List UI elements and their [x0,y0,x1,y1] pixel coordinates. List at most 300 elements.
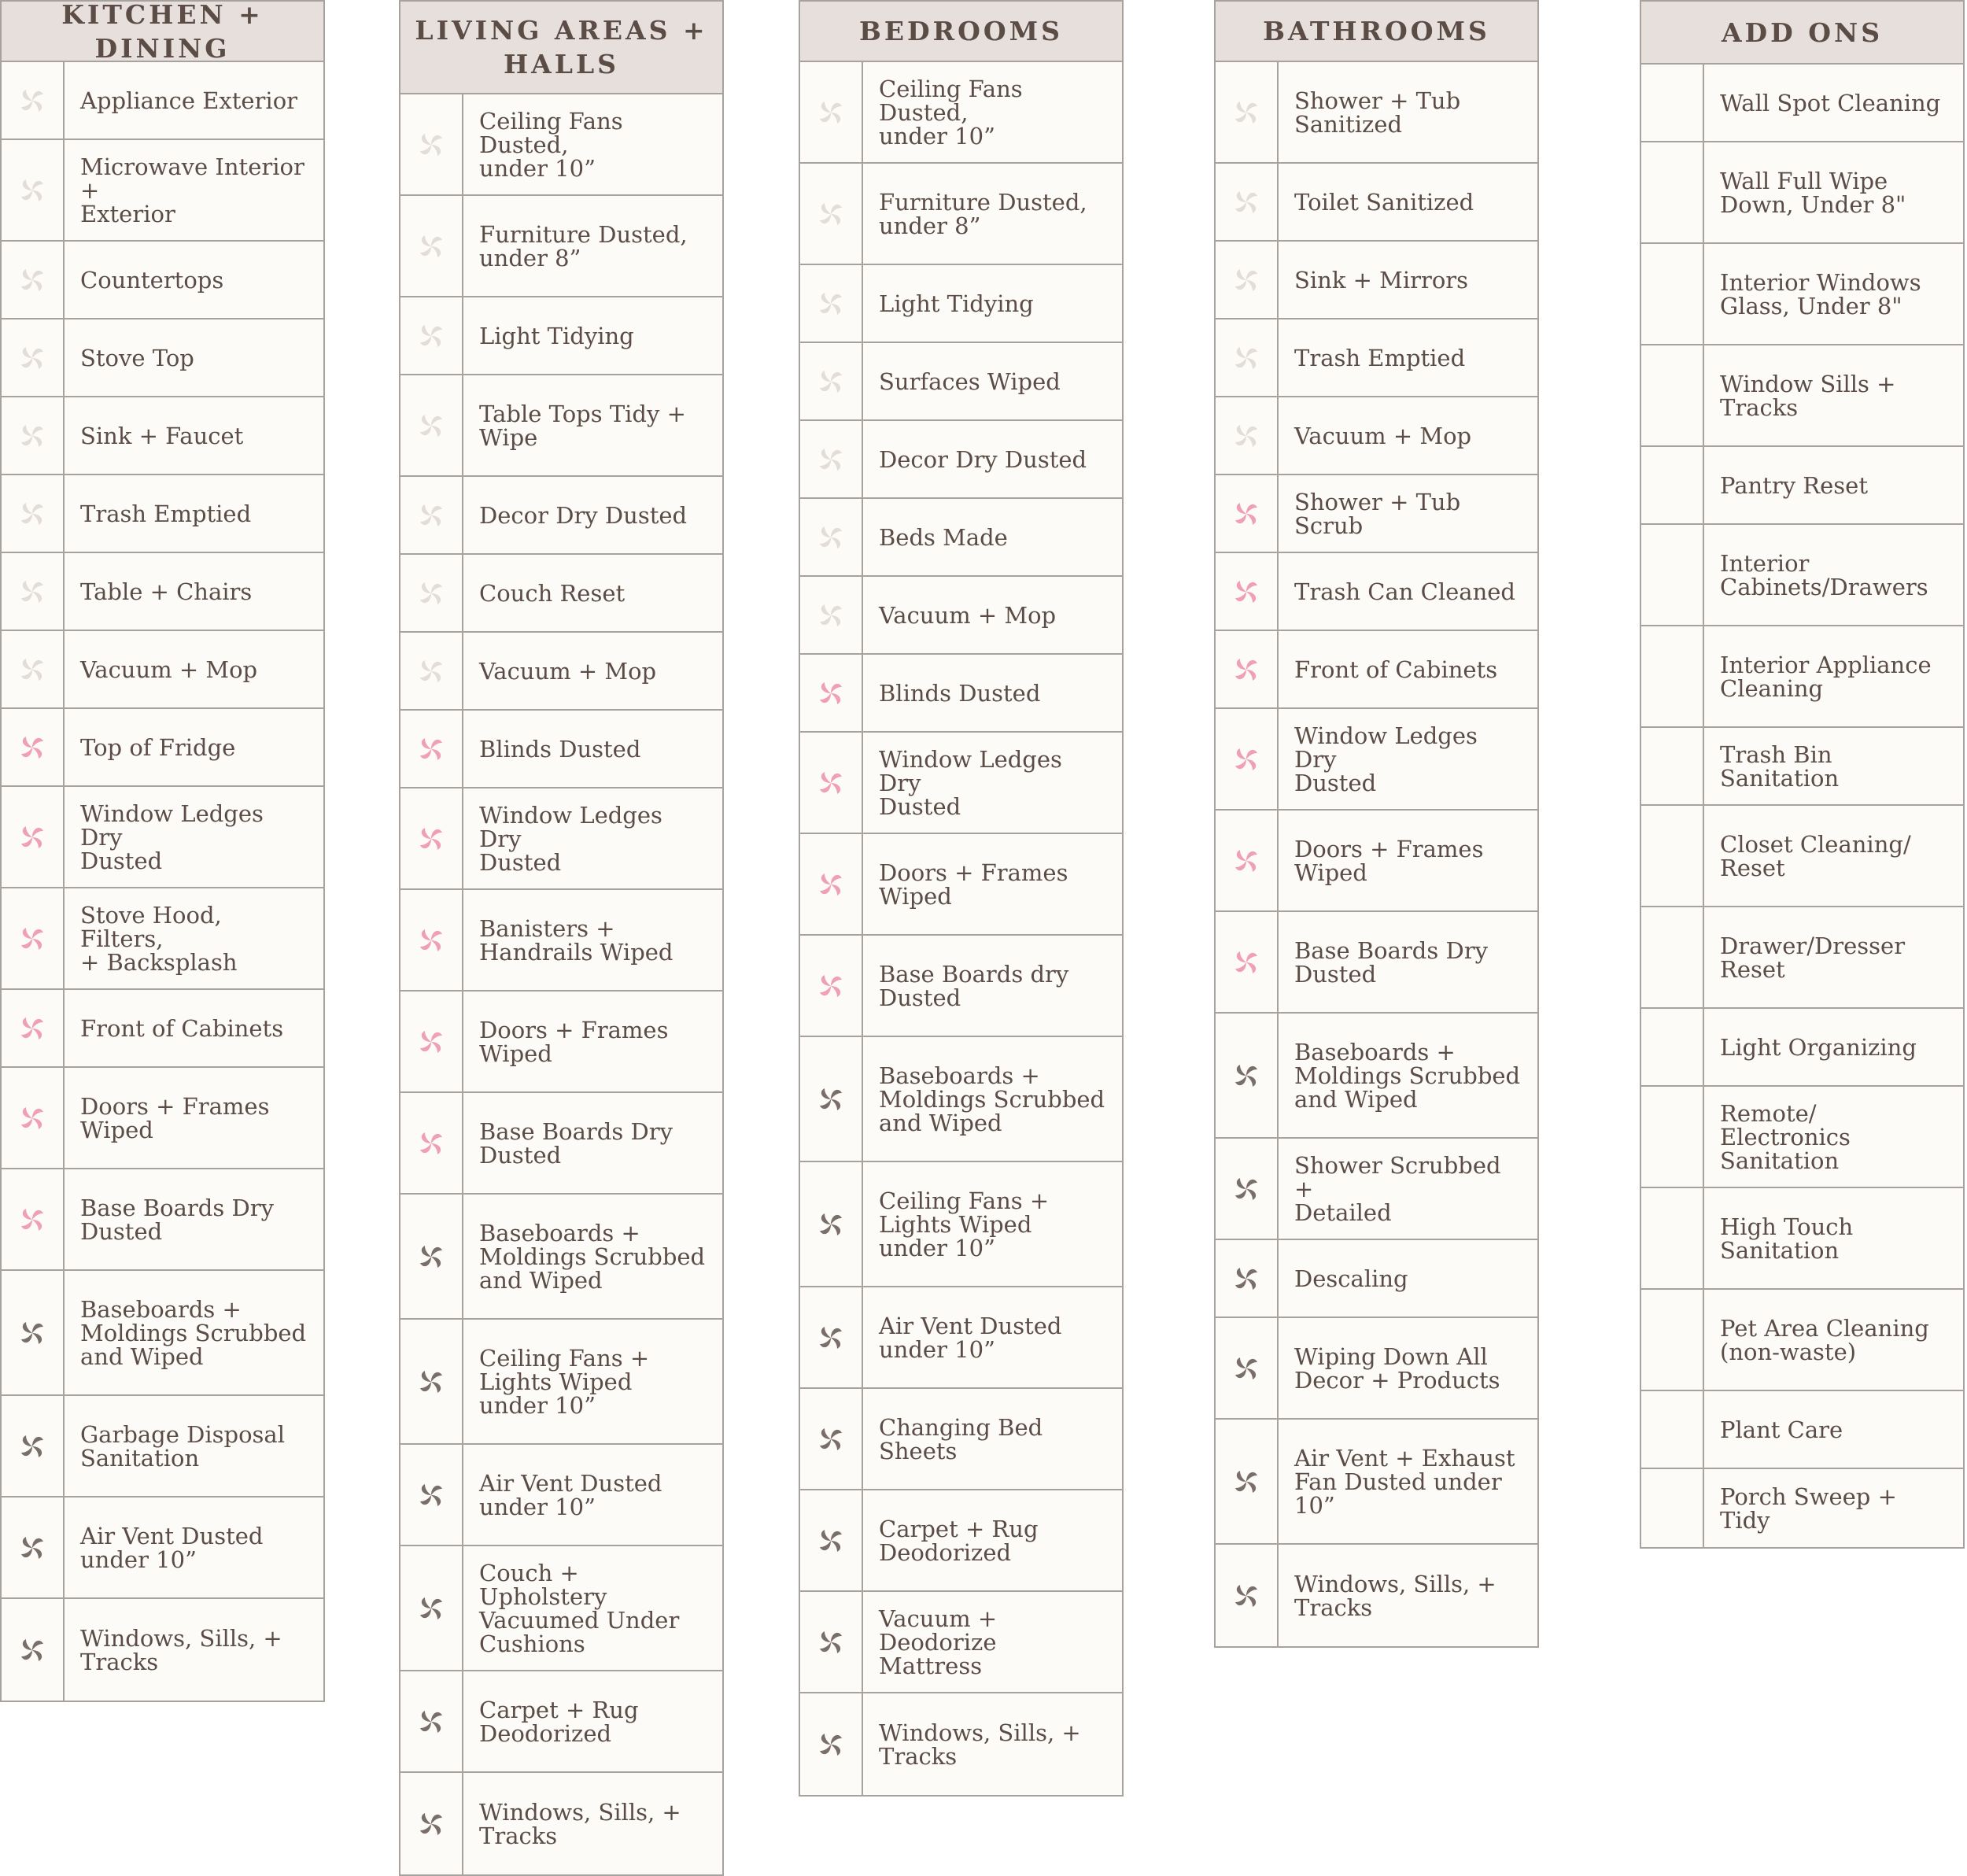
task-label: Blinds Dusted [479,735,641,763]
checkbox[interactable] [1216,553,1279,630]
dark-pinwheel-icon [815,1322,847,1353]
checklist-row [1216,1014,1537,1139]
checklist-row [1641,1188,1963,1290]
task-label: Couch + Upholstery Vacuumed Under Cushions [479,1559,680,1657]
checkbox[interactable] [400,788,463,888]
task-label: Closet Cleaning/ Reset [1720,830,1911,881]
checklist [1216,62,1537,1646]
light-pinwheel-icon [415,410,447,441]
pink-pinwheel-icon [17,1013,48,1044]
light-pinwheel-icon [17,175,48,206]
checkbox[interactable] [1216,709,1279,809]
checkbox[interactable] [800,343,863,419]
task-label: Furniture Dusted, under 8” [879,188,1087,239]
task-label: Garbage Disposal Sanitation [80,1420,285,1472]
light-pinwheel-icon [815,97,847,128]
dark-pinwheel-icon [815,1627,847,1658]
checklist-row [2,1169,323,1271]
checkbox[interactable] [1216,397,1279,474]
checklist-row [800,343,1122,421]
checkbox[interactable] [2,709,65,785]
task-label: Front of Cabinets [1294,655,1498,683]
task-label: Windows, Sills, + Tracks [1294,1570,1496,1621]
checkbox[interactable] [400,890,463,990]
task-label: Window Ledges Dry Dusted [479,801,662,876]
checklist-row [800,577,1122,655]
task-label: Banisters + Handrails Wiped [479,914,674,966]
checkbox[interactable] [1216,62,1279,162]
light-pinwheel-icon [1231,420,1262,452]
checklist-row [1641,447,1963,525]
column-living-areas-halls [399,0,724,1876]
checkbox[interactable] [2,475,65,552]
checkbox[interactable] [2,1169,65,1269]
task-label: Doors + Frames Wiped [1294,835,1484,886]
dark-pinwheel-icon [1231,1173,1262,1205]
task-label: Descaling [1294,1265,1408,1292]
task-label: Trash Bin Sanitation [1720,740,1840,792]
checkbox[interactable] [1641,1087,1704,1187]
task-label: Interior Appliance Cleaning [1720,651,1932,702]
checkbox[interactable] [800,1592,863,1692]
task-label: Plant Care [1720,1416,1843,1443]
light-pinwheel-icon [1231,264,1262,296]
checkbox[interactable] [1641,525,1704,625]
dark-pinwheel-icon [815,1209,847,1240]
checkbox[interactable] [400,375,463,475]
checkbox[interactable] [2,1497,65,1597]
task-label: Wall Spot Cleaning [1720,89,1941,116]
checkbox[interactable] [1216,811,1279,910]
checklist-row [2,319,323,397]
light-pinwheel-icon [17,498,48,530]
dark-pinwheel-icon [1231,1353,1262,1384]
checkbox[interactable] [2,553,65,630]
light-pinwheel-icon [815,522,847,553]
task-label: Air Vent Dusted under 10” [879,1312,1062,1363]
task-label: Microwave Interior + Exterior [80,153,304,227]
task-label: Interior Cabinets/Drawers [1720,549,1928,600]
checklist-row [2,990,323,1068]
checkbox[interactable] [400,1445,463,1545]
checklist-row [400,633,722,711]
checklist-row [800,1389,1122,1490]
task-label: Table Tops Tidy + Wipe [479,400,686,451]
dark-pinwheel-icon [815,1084,847,1115]
checklist-row [1216,397,1537,475]
checklist-row [2,1396,323,1497]
checklist-row [1641,728,1963,806]
checkbox[interactable] [1641,345,1704,445]
task-label: Air Vent Dusted under 10” [80,1522,264,1573]
dark-pinwheel-icon [415,1593,447,1624]
task-label: Pantry Reset [1720,471,1868,499]
checkbox[interactable] [400,633,463,709]
light-pinwheel-icon [415,320,447,352]
dark-pinwheel-icon [1231,1060,1262,1091]
column-title: ADD ONS [1641,2,1963,65]
checklist-row [800,499,1122,577]
checklist-row [800,164,1122,265]
checklist-row [800,62,1122,164]
task-label: Table + Chairs [80,578,253,605]
column-add-ons [1640,0,1965,1549]
pink-pinwheel-icon [415,925,447,956]
checkbox[interactable] [1216,475,1279,552]
checklist-row [1216,1318,1537,1420]
checkbox[interactable] [800,499,863,575]
checkbox[interactable] [800,1037,863,1161]
checkbox[interactable] [800,164,863,264]
task-label: Trash Can Cleaned [1294,578,1515,605]
checklist-row [1216,62,1537,164]
task-label: Carpet + Rug Deodorized [879,1515,1039,1566]
checklist-row [2,397,323,475]
dark-pinwheel-icon [17,1431,48,1462]
task-label: Wiping Down All Decor + Products [1294,1342,1500,1394]
checklist-row [1216,811,1537,912]
light-pinwheel-icon [815,366,847,397]
checkbox[interactable] [400,1546,463,1670]
task-label: Windows, Sills, + Tracks [80,1624,282,1675]
checklist-row [1216,164,1537,242]
checklist-row [1641,345,1963,447]
checklist-row [2,140,323,242]
checkbox[interactable] [1641,65,1704,141]
light-pinwheel-icon [17,576,48,607]
task-label: High Touch Sanitation [1720,1213,1854,1264]
task-label: Baseboards + Moldings Scrubbed and Wiped [1294,1038,1521,1113]
dark-pinwheel-icon [1231,1580,1262,1612]
checkbox[interactable] [2,631,65,707]
light-pinwheel-icon [1231,186,1262,218]
checkbox[interactable] [800,733,863,833]
checklist-row [800,834,1122,936]
checklist-row [1641,1009,1963,1087]
checklist-row [2,888,323,990]
checkbox[interactable] [2,1599,65,1701]
checklist-row [1641,142,1963,244]
checklist-row [2,475,323,553]
checkbox[interactable] [1641,728,1704,804]
light-pinwheel-icon [815,198,847,230]
checkbox[interactable] [1641,1188,1704,1288]
task-label: Base Boards Dry Dusted [80,1194,274,1245]
task-label: Windows, Sills, + Tracks [479,1798,681,1849]
dark-pinwheel-icon [415,1241,447,1272]
task-label: Sink + Mirrors [1294,266,1469,294]
checkbox[interactable] [1216,1545,1279,1646]
checklist-row [400,711,722,788]
light-pinwheel-icon [17,420,48,452]
task-label: Shower Scrubbed + Detailed [1294,1151,1501,1226]
checklist-row [2,242,323,319]
light-pinwheel-icon [415,500,447,531]
task-label: Stove Top [80,344,194,371]
pink-pinwheel-icon [17,822,48,853]
checklist-row [800,1287,1122,1389]
light-pinwheel-icon [815,444,847,475]
checklist-row [1216,1139,1537,1240]
checkbox[interactable] [400,992,463,1091]
light-pinwheel-icon [815,600,847,631]
task-label: Ceiling Fans + Lights Wiped under 10” [479,1344,650,1419]
column-title: BATHROOMS [1216,2,1537,62]
checklist-row [1216,475,1537,553]
checkbox[interactable] [800,1693,863,1795]
pink-pinwheel-icon [1231,947,1262,978]
checkbox[interactable] [1216,1420,1279,1543]
task-label: Vacuum + Mop [80,655,258,683]
task-label: Appliance Exterior [80,87,298,114]
task-label: Drawer/Dresser Reset [1720,932,1906,983]
checklist-row [1216,631,1537,709]
task-label: Doors + Frames Wiped [879,859,1068,910]
column-title: KITCHEN + DINING [2,2,323,62]
task-label: Changing Bed Sheets [879,1413,1043,1464]
checklist-row [400,94,722,196]
dark-pinwheel-icon [415,1706,447,1738]
checklist-row [400,1093,722,1195]
checklist-row [2,553,323,631]
column-title: BEDROOMS [800,2,1122,62]
checkbox[interactable] [1641,1009,1704,1085]
checklist-row [800,655,1122,733]
task-label: Surfaces Wiped [879,367,1061,395]
checkbox[interactable] [2,1396,65,1496]
checklist-row [400,1546,722,1671]
checkbox[interactable] [400,711,463,787]
dark-pinwheel-icon [415,1366,447,1398]
checkbox[interactable] [1641,907,1704,1007]
light-pinwheel-icon [17,654,48,685]
pink-pinwheel-icon [415,823,447,855]
checkbox[interactable] [1641,142,1704,242]
checklist-row [2,1497,323,1599]
light-pinwheel-icon [415,655,447,687]
checkbox[interactable] [800,1389,863,1489]
pink-pinwheel-icon [415,1026,447,1058]
light-pinwheel-icon [17,264,48,296]
column-bedrooms [799,0,1124,1797]
checklist-row [2,1599,323,1701]
dark-pinwheel-icon [415,1808,447,1840]
pink-pinwheel-icon [815,970,847,1002]
checklist-row [400,477,722,555]
checklist-row [2,631,323,709]
task-label: Couch Reset [479,579,626,607]
checkbox[interactable] [400,1671,463,1771]
dark-pinwheel-icon [815,1729,847,1760]
checklist-row [1216,1240,1537,1318]
checkbox[interactable] [800,62,863,162]
checkbox[interactable] [800,655,863,731]
checkbox[interactable] [1641,626,1704,726]
checklist-row [1216,912,1537,1014]
light-pinwheel-icon [17,342,48,374]
checklist-row [800,733,1122,834]
task-label: Sink + Faucet [80,422,244,449]
checkbox[interactable] [1641,1391,1704,1468]
checkbox[interactable] [1216,912,1279,1012]
checkbox[interactable] [1216,631,1279,707]
pink-pinwheel-icon [815,767,847,799]
checklist-row [2,1271,323,1396]
checkbox[interactable] [2,140,65,240]
task-label: Porch Sweep + Tidy [1720,1483,1897,1534]
checklist-row [800,1037,1122,1162]
task-label: Stove Hood, Filters, + Backsplash [80,901,238,976]
task-label: Light Tidying [479,322,634,349]
task-label: Trash Emptied [80,500,252,527]
checkbox[interactable] [400,297,463,374]
light-pinwheel-icon [415,231,447,262]
checkbox[interactable] [400,196,463,296]
checklist-row [1641,1469,1963,1547]
checklist-row [400,890,722,992]
checklist-row [400,196,722,297]
dark-pinwheel-icon [1231,1466,1262,1497]
checkbox[interactable] [800,421,863,497]
checkbox[interactable] [400,94,463,194]
pink-pinwheel-icon [17,1204,48,1235]
checkbox[interactable] [1216,1014,1279,1137]
light-pinwheel-icon [815,288,847,319]
checkbox[interactable] [400,477,463,553]
checkbox[interactable] [800,834,863,934]
checkbox[interactable] [1641,806,1704,906]
checklist-row [2,1068,323,1169]
task-label: Window Ledges Dry Dusted [1294,722,1478,796]
checklist-row [1216,709,1537,811]
checklist-row [400,555,722,633]
checklist [800,62,1122,1795]
task-label: Carpet + Rug Deodorized [479,1696,639,1747]
task-label: Air Vent Dusted under 10” [479,1469,662,1520]
pink-pinwheel-icon [1231,654,1262,685]
checklist-row [800,265,1122,343]
checklist-row [800,1162,1122,1287]
task-label: Air Vent + Exhaust Fan Dusted under 10” [1294,1444,1515,1519]
light-pinwheel-icon [415,578,447,609]
task-label: Window Ledges Dry Dusted [879,745,1062,820]
checkbox[interactable] [1641,1290,1704,1390]
dark-pinwheel-icon [815,1424,847,1455]
task-label: Base Boards Dry Dusted [1294,936,1488,988]
task-label: Vacuum + Mop [879,601,1057,629]
checkbox[interactable] [400,555,463,631]
checkbox[interactable] [800,1490,863,1590]
checkbox[interactable] [2,787,65,887]
checkbox[interactable] [2,1271,65,1394]
checkbox[interactable] [1216,1318,1279,1418]
checklist-row [1641,907,1963,1009]
checklist-row [1216,242,1537,319]
pink-pinwheel-icon [17,1102,48,1134]
task-label: Shower + Tub Scrub [1294,488,1461,539]
checkbox[interactable] [2,888,65,988]
checkbox[interactable] [1641,1469,1704,1547]
checkbox[interactable] [800,936,863,1036]
checklist-row [1216,319,1537,397]
task-label: Window Ledges Dry Dusted [80,800,264,874]
checkbox[interactable] [2,319,65,396]
checklist-row [2,787,323,888]
checklist-row [1641,1290,1963,1391]
pink-pinwheel-icon [815,869,847,900]
checkbox[interactable] [1216,242,1279,318]
checklist [2,62,323,1701]
task-label: Ceiling Fans Dusted, under 10” [879,75,1023,150]
task-label: Countertops [80,266,224,294]
column-bathrooms [1214,0,1539,1648]
task-label: Ceiling Fans Dusted, under 10” [479,107,623,182]
task-label: Light Organizing [1720,1033,1917,1061]
task-label: Vacuum + Mop [479,657,657,685]
checkbox[interactable] [2,397,65,474]
dark-pinwheel-icon [1231,1263,1262,1294]
task-label: Front of Cabinets [80,1014,284,1042]
checkbox[interactable] [1216,319,1279,396]
checkbox[interactable] [800,1162,863,1286]
checkbox[interactable] [400,1093,463,1193]
task-label: Interior Windows Glass, Under 8" [1720,268,1921,319]
checkbox[interactable] [800,265,863,342]
light-pinwheel-icon [1231,342,1262,374]
checklist-row [800,421,1122,499]
checkbox[interactable] [400,1195,463,1318]
checkbox[interactable] [1641,244,1704,344]
pink-pinwheel-icon [815,678,847,709]
checklist-row [1641,525,1963,626]
task-label: Pet Area Cleaning (non-waste) [1720,1314,1929,1365]
checklist-row [400,297,722,375]
checkbox[interactable] [1216,1240,1279,1317]
checklist-row [400,1195,722,1320]
task-label: Wall Full Wipe Down, Under 8" [1720,167,1906,218]
pink-pinwheel-icon [1231,845,1262,877]
dark-pinwheel-icon [17,1317,48,1349]
checkbox[interactable] [400,1320,463,1443]
task-label: Vacuum + Mop [1294,422,1472,449]
checkbox[interactable] [400,1773,463,1874]
checkbox[interactable] [1641,447,1704,523]
checkbox[interactable] [800,577,863,653]
checklist-row [800,1592,1122,1693]
checkbox[interactable] [2,62,65,138]
dark-pinwheel-icon [17,1634,48,1666]
checklist [400,94,722,1874]
checkbox[interactable] [2,242,65,318]
task-label: Decor Dry Dusted [479,501,688,529]
task-label: Doors + Frames Wiped [80,1092,270,1143]
checkbox[interactable] [2,990,65,1066]
light-pinwheel-icon [17,85,48,116]
pink-pinwheel-icon [1231,576,1262,607]
pink-pinwheel-icon [1231,498,1262,530]
task-label: Beds Made [879,523,1008,551]
checkbox[interactable] [800,1287,863,1387]
checklist-row [400,1773,722,1874]
checkbox[interactable] [1216,164,1279,240]
checklist-row [1216,1420,1537,1545]
checklist-row [800,1490,1122,1592]
dark-pinwheel-icon [415,1479,447,1511]
task-label: Vacuum + Deodorize Mattress [879,1605,998,1679]
checkbox[interactable] [2,1068,65,1168]
checkbox[interactable] [1216,1139,1279,1239]
column-kitchen-dining [0,0,325,1702]
